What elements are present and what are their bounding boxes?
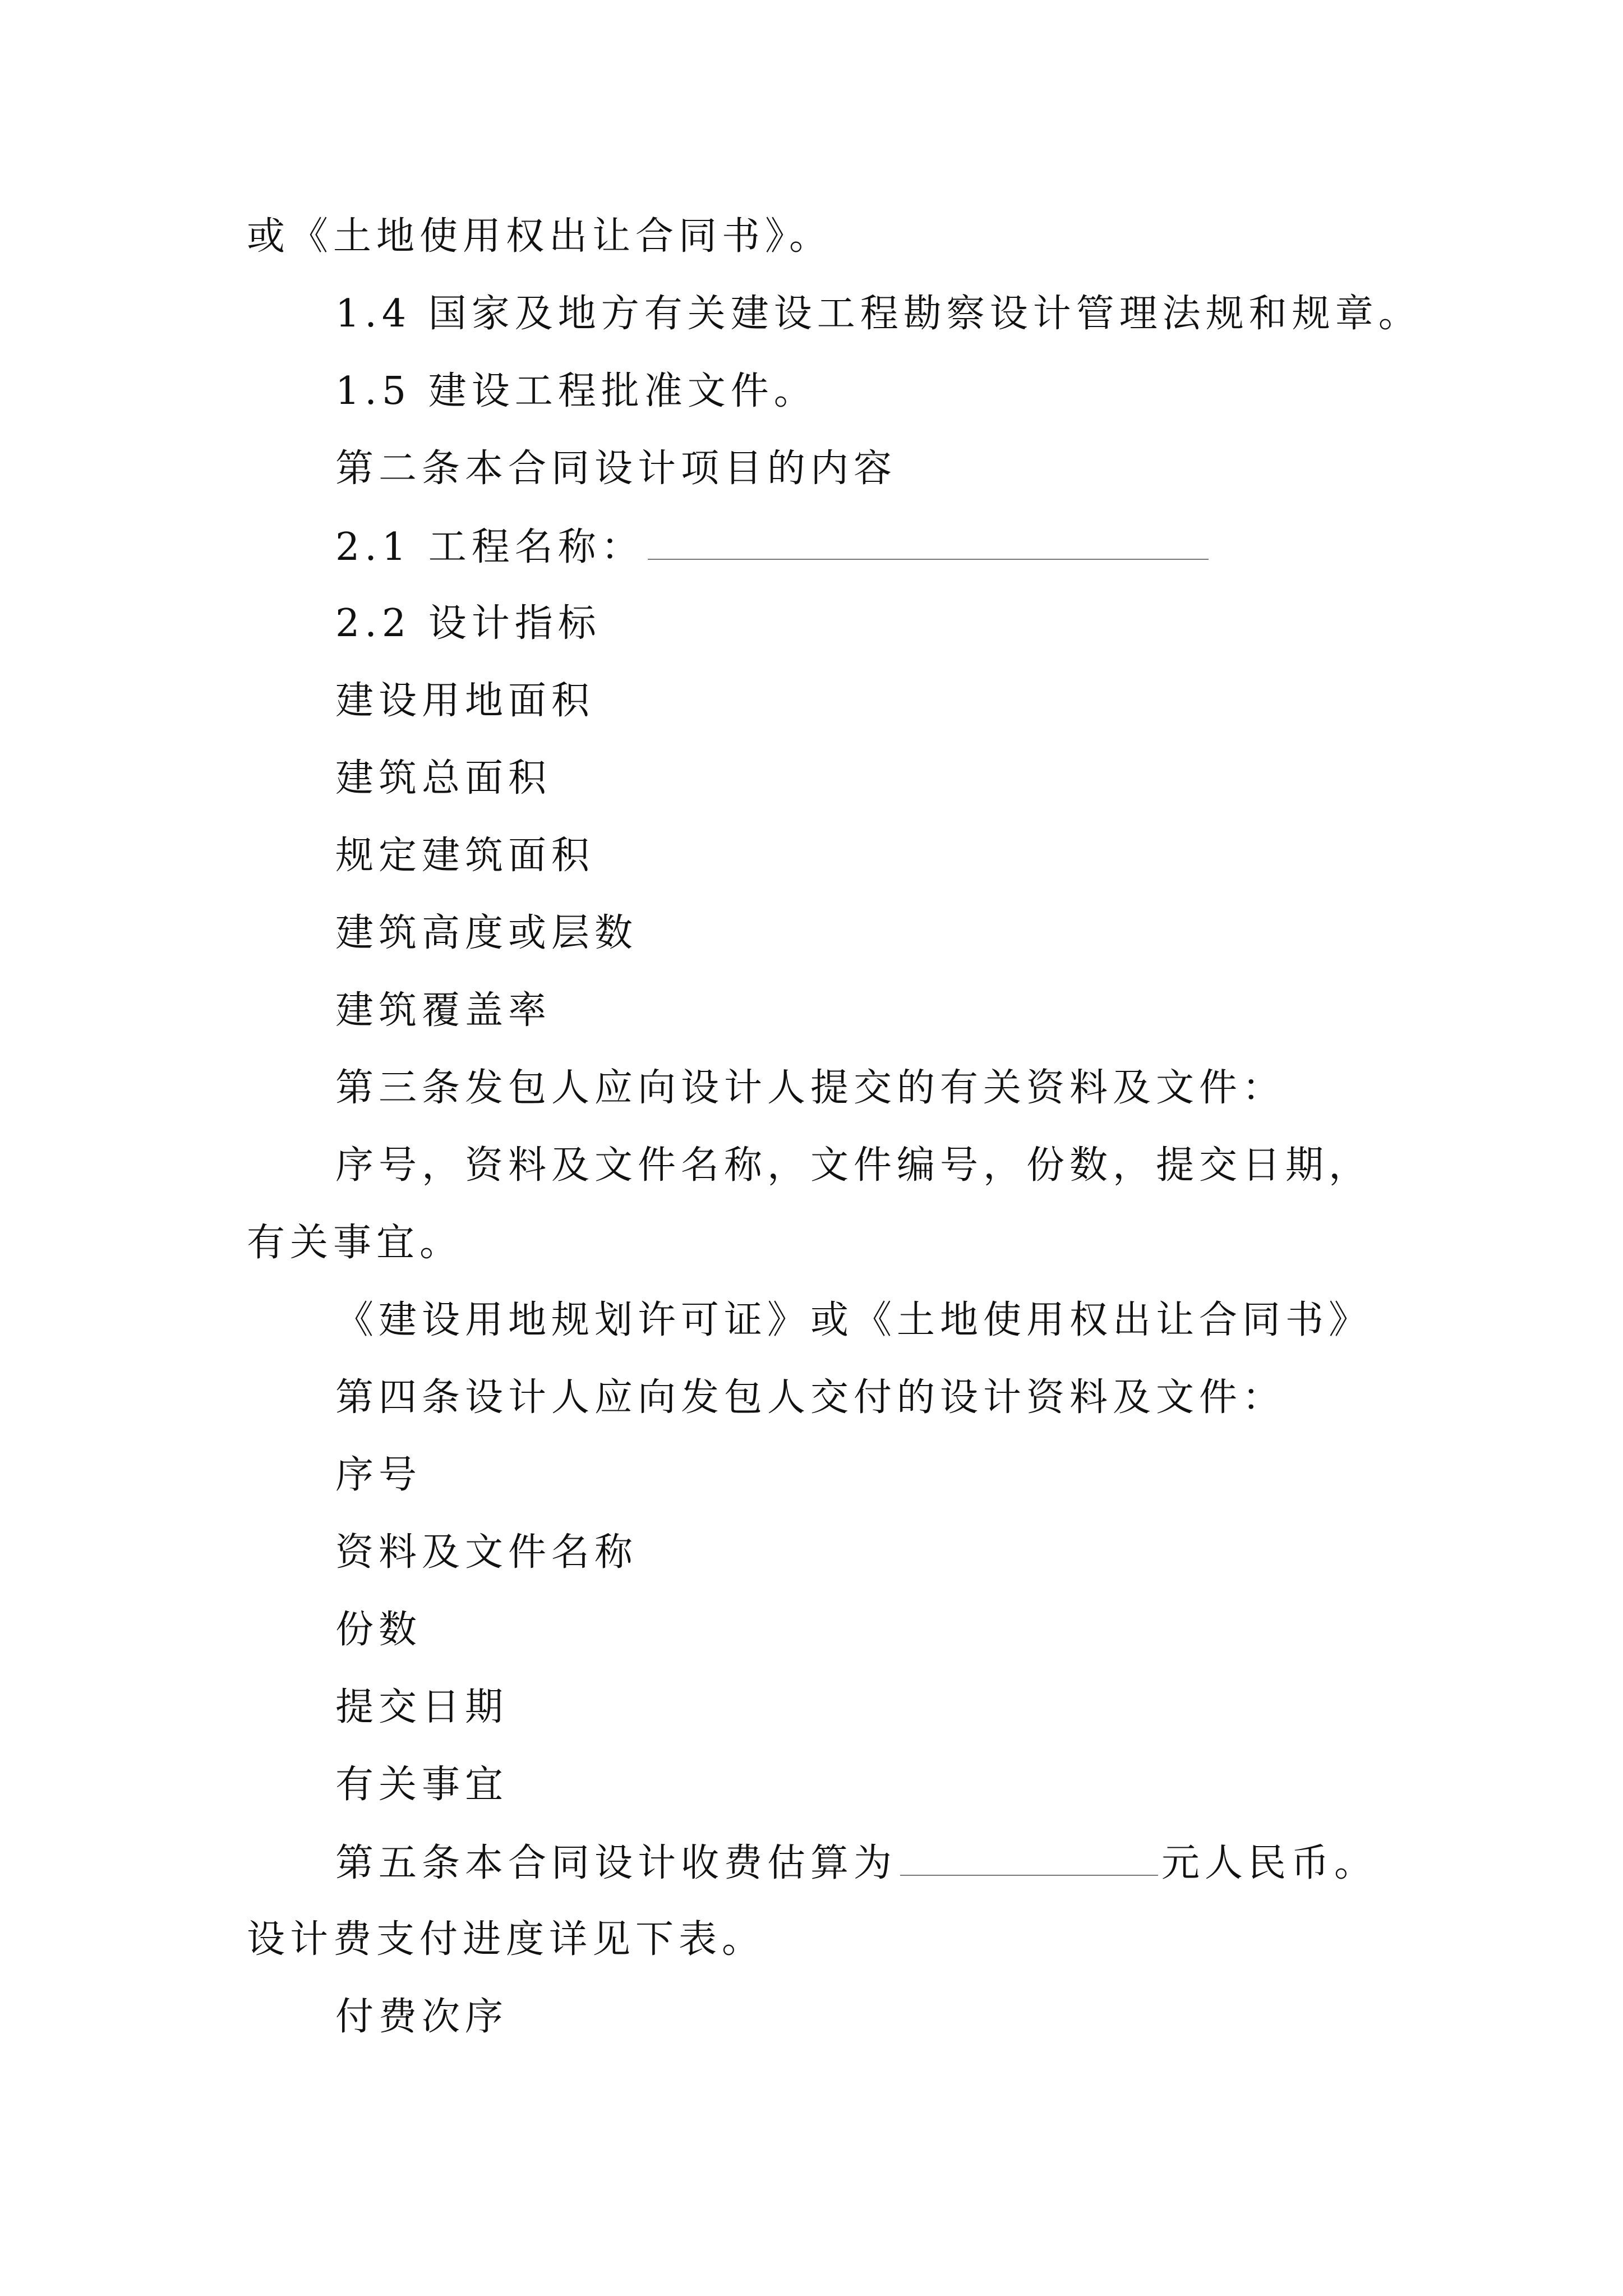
text-line: 《建设用地规划许可证》或《土地使用权出让合同书》 bbox=[335, 1298, 1372, 1342]
text-line: 建筑总面积 bbox=[335, 756, 552, 800]
text-line: 或《土地使用权出让合同书》。 bbox=[247, 214, 833, 259]
text-line: 建筑高度或层数 bbox=[335, 911, 638, 955]
text-line: 份数 bbox=[335, 1608, 422, 1652]
fee-line bbox=[335, 1840, 1377, 1886]
section-heading: 第二条本合同设计项目的内容 bbox=[335, 447, 897, 491]
fee-label: 第五条本合同设计收费估算为 bbox=[335, 1841, 897, 1885]
text-line: 规定建筑面积 bbox=[335, 834, 595, 878]
text-line: 2.2 设计指标 bbox=[335, 601, 601, 646]
text-line: 设计费支付进度详见下表。 bbox=[247, 1917, 766, 1962]
fee-unit: 元人民币。 bbox=[1161, 1841, 1378, 1885]
text-line: 提交日期 bbox=[335, 1685, 509, 1729]
text-line: 1.4 国家及地方有关建设工程勘察设计管理法规和规章。 bbox=[335, 292, 1422, 336]
text-line: 建筑覆盖率 bbox=[335, 988, 552, 1033]
text-line: 付费次序 bbox=[335, 1995, 509, 2039]
text-line: 有关事宜。 bbox=[247, 1221, 463, 1265]
text-line: 资料及文件名称 bbox=[335, 1530, 638, 1575]
text-line: 有关事宜 bbox=[335, 1763, 509, 1807]
text-line: 1.5 建设工程批准文件。 bbox=[335, 369, 817, 413]
text-line: 序号，资料及文件名称，文件编号，份数，提交日期， bbox=[335, 1143, 1372, 1188]
fee-blank bbox=[900, 1840, 1158, 1876]
project-name-line bbox=[335, 524, 1212, 570]
text-line: 建设用地面积 bbox=[335, 679, 595, 723]
section-heading: 第三条发包人应向设计人提交的有关资料及文件： bbox=[335, 1066, 1286, 1110]
project-name-blank bbox=[648, 524, 1209, 560]
section-heading: 第四条设计人应向发包人交付的设计资料及文件： bbox=[335, 1375, 1286, 1420]
text-line: 序号 bbox=[335, 1453, 422, 1497]
project-name-label: 2.1 工程名称： bbox=[335, 525, 644, 569]
